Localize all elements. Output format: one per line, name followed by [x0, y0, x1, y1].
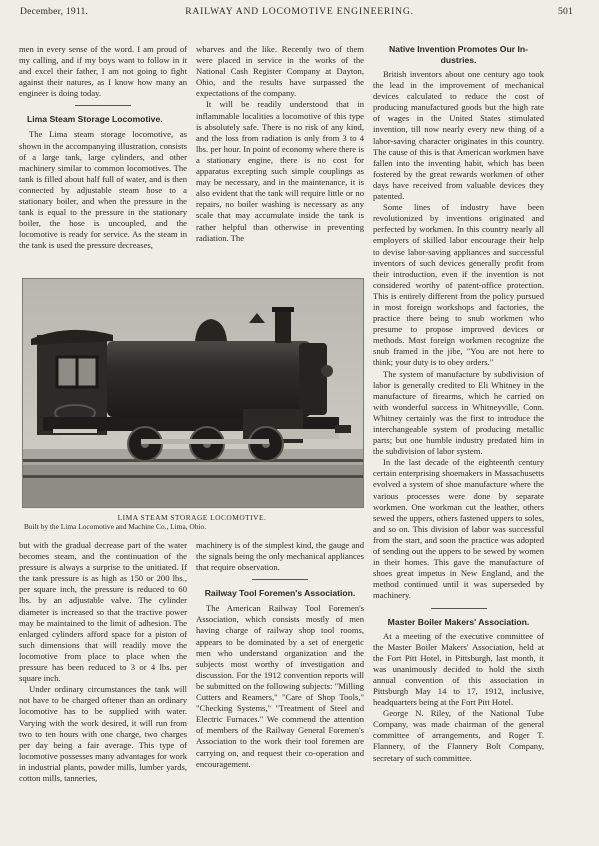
- figure-caption: [22, 513, 362, 531]
- paragraph: machinery is of the simplest kind, the gauge and the signals being the only mechanical appliances that require observation.: [196, 540, 364, 573]
- locomotive-illustration: [23, 279, 363, 507]
- page-number: 501: [558, 6, 573, 17]
- column-2-top: [196, 44, 364, 244]
- heading-line: Native Invention Promotes Our In-: [389, 44, 528, 54]
- paragraph: Under ordinary circumstances the tank will not have to be charged oftener than an ordinary locomotive has to be supplied with water. Varying with the work desired, it will run from two to ten hours with one charge, two charges per day being a fair average. This type of locomotive possesses many advantages for work in industrial plants, powder mills, lumber yards, cotton mills, tanneries,: [19, 684, 187, 783]
- column-3: [373, 44, 544, 764]
- paragraph: The Lima steam storage locomotive, as shown in the accompanying illustration, consists of a large tank, large cylinders, and other machinery similar to common locomotives. The tank is filled about half full of water, and is then connected by adjustable steam hose to a stationary boiler, and when the pressure in the tank is equal to the pressure in the stationary boiler, the hose is uncoupled, and the locomotive is ready for service. As the steam in the tank is used the pressure decreases,: [19, 129, 187, 251]
- paragraph: but with the gradual decrease part of the water becomes steam, and the continuation of the pressure is always a surprise to the unitiated. If the tank pressure is as high as 150 or 200 lbs., per square inch, the pressure is reduced to 60 lbs. by an adjustable valve. The cylinder diameter is increased so that the tractive power may be maintained to the limit of adhesion. The enlarged cylinders afford space for a piston of such dimensions that will readily move the locomotive from place to place when the pressure has been reduced to 3 or 4 lbs. per square inch.: [19, 540, 187, 684]
- paragraph: The American Railway Tool Foremen's Association, which consists mostly of men having charge of railway shop tool rooms, appears to be dominated by a set of energetic men who understand organization and the subjects most worthy of investigation and discussion. For the 1912 convention reports will be submitted on the following subjects: "Milling Cutters and Reamers," "Care of Shop Tools," "Checking Systems," "Treatment of Steel and Electric Furnaces." We commend the attention of members of the Railway General Foremen's Association to the work their tool foremen are carrying on, and request their co-operation and encouragement.: [196, 603, 364, 769]
- paragraph: It will be readily understood that in inflammable localities a locomotive of this type is absolutely safe. There is no risk of any kind, and the loss from radiation is only from 3 to 4 lbs. per hour. In point of economy where there is a stationary engine, there is no cost for apparatus excepting such simple couplings as may be necessary, and in the maintenance, it is also evident that the tank will require little or no repairs, no boiler washing is necessary as any scale that may accumulate inside the tank is rather helpful than otherwise in preventing radiation. The: [196, 99, 364, 243]
- issue-date: December, 1911.: [20, 6, 89, 17]
- paragraph: In the last decade of the eighteenth century certain enterprising shoemakers in Massachusetts evolved a system of shoe manufacture where the various processes were done by separate workmen. One workman cut the leather, others sewed the uppers, others fastened uppers to soles, and so on. This division of labor was successful from the start, and soon the practice was adopted of sending out the uppers to be sewed by women in their homes. This gave the manufacture of shoes great impetus in New England, and the method continued until it was superseded by machinery.: [373, 457, 544, 601]
- paragraph: George N. Riley, of the National Tube Company, was made chairman of the general committee of arrangements, and Roger T. Flannery, of the Flannery Bolt Company, secretary of such committee.: [373, 708, 544, 763]
- running-header: [20, 6, 579, 22]
- paragraph: British inventors about one century ago took the lead in the improvement of mechanical devices calculated to reduce the cost of producing manufactured goods but the high rate of wages in the United States stimulated invention, till now nearly every new thing of a labor-saving character originates in this country. The cause of this is that American workmen have fallen into the inventing habit, which has been fostered by the great rewards workmen of other days have received from valuable devices they patented.: [373, 69, 544, 202]
- caption-title: LIMA STEAM STORAGE LOCOMOTIVE.: [117, 513, 267, 522]
- section-divider: [75, 105, 131, 106]
- column-2-bottom: [196, 540, 364, 770]
- column-1-bottom: [19, 540, 187, 784]
- column-1-top: [19, 44, 187, 252]
- journal-title: RAILWAY AND LOCOMOTIVE ENGINEERING.: [185, 6, 414, 17]
- paragraph: wharves and the like. Recently two of them were placed in service in the works of the National Cash Register Company at Dayton, Ohio, and the results have surpassed the expectations of the company.: [196, 44, 364, 99]
- paragraph: The system of manufacture by subdivision of labor is generally credited to Eli Whitney in the manufacture of firearms, which he carried on with wonderful success in Whitneyville, Conn. Whitney certainly was the first to introduce the interchangeable system of producing metallic parts; but one humble industry predated him in the subdivision of labor system.: [373, 368, 544, 457]
- section-heading-native-invention: [373, 44, 544, 66]
- caption-credit: Built by the Lima Locomotive and Machine Co., Lima, Ohio.: [24, 522, 207, 531]
- section-heading-lima: Lima Steam Storage Locomotive.: [27, 114, 163, 125]
- section-divider: [252, 579, 308, 580]
- heading-line: dustries.: [440, 55, 477, 65]
- section-divider: [431, 608, 487, 609]
- paragraph: At a meeting of the executive committee of the Master Boiler Makers' Association, held at the Fort Pitt Hotel, in Pittsburgh, last month, it was unanimously decided to hold the sixth annual convention of this association in Pittsburgh May 14 to 17, 1912, inclusive, headquarters being at the Fort Pitt Hotel.: [373, 630, 544, 708]
- locomotive-photograph: [22, 278, 364, 508]
- article-continuation: men in every sense of the word. I am proud of my calling, and if my boys want to follow in it and excel their father, I am not going to fight against their natures, as I know how many an engineer is doing today.: [19, 44, 187, 99]
- section-heading-tool-foremen: Railway Tool Foremen's Association.: [204, 588, 356, 599]
- paragraph: Some lines of industry have been revolutionized by inventions originated and perfected by workmen. In this country nearly all employers of skilled labor encourage their help to devise labor-saving appliances and successful inventors of such devices generally profit from their introduction, even if the invention is not considered worthy of patent-office protection. This is entirely different from the policy pursued in most foreign workshops and factories, the practice there being to snub workmen who presume to propose improved devices or methods. Most foreign workmen recognize the snub framed in the jibe, "You are not here to think; your duty is to obey orders.": [373, 202, 544, 368]
- section-heading-boiler-makers: Master Boiler Makers' Association.: [387, 616, 530, 627]
